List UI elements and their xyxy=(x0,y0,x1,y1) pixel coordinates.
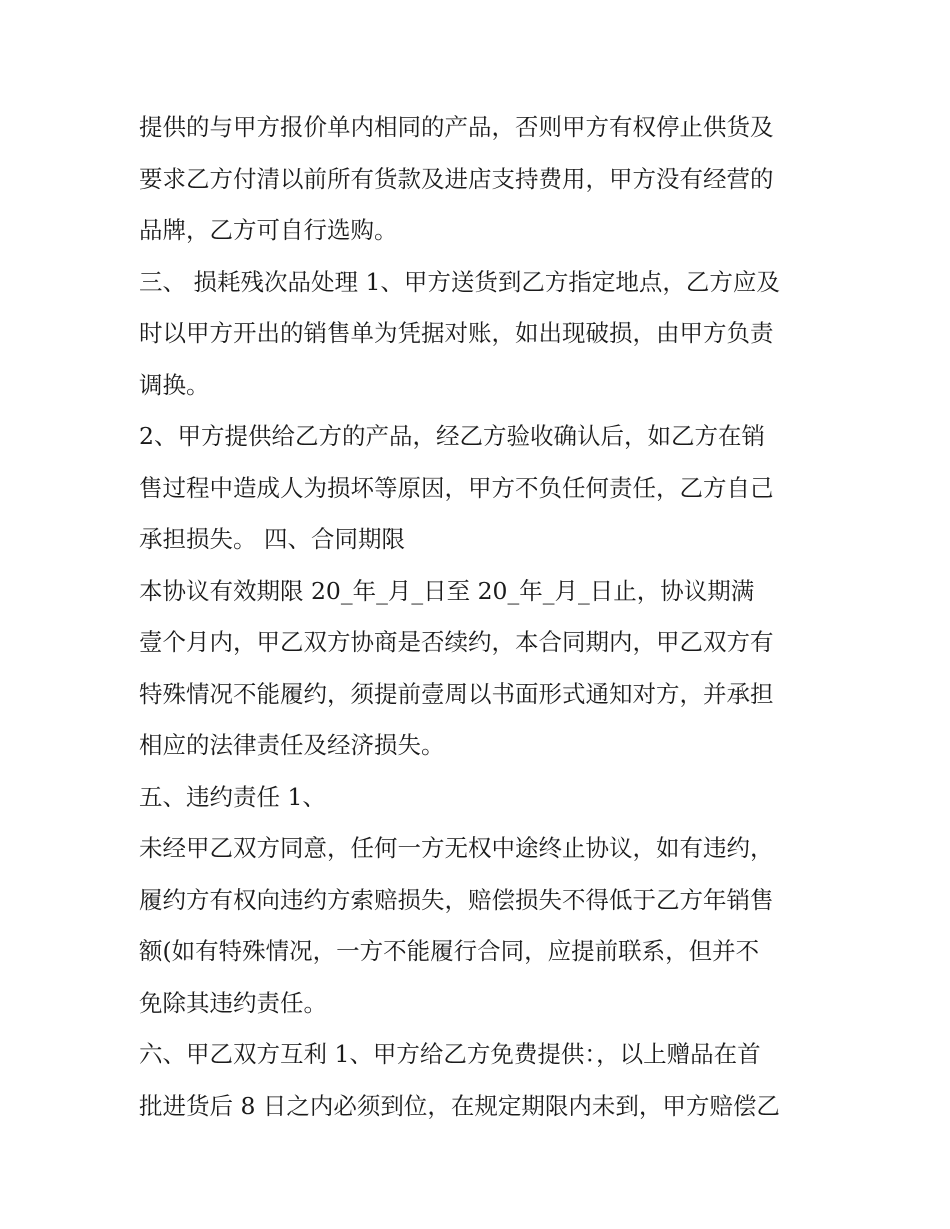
text-line: 品牌，乙方可自行选购。 xyxy=(139,216,398,244)
text-line: 未经甲乙双方同意，任何一方无权中途终止协议，如有违约， xyxy=(139,834,774,862)
text-line: 特殊情况不能履约，须提前壹周以书面形式通知对方，并承担 xyxy=(139,679,774,708)
text-line: 2、甲方提供给乙方的产品，经乙方验收确认后，如乙方在销 xyxy=(139,422,765,450)
text-line: 相应的法律责任及经济损失。 xyxy=(139,731,445,759)
text-line: 要求乙方付清以前所有货款及进店支持费用，甲方没有经营的 xyxy=(139,164,774,193)
text-line: 本协议有效期限 20_年_月_日至 20_年_月_日止，协议期满 xyxy=(139,576,755,605)
text-line: 调换。 xyxy=(139,370,210,399)
document-body xyxy=(139,102,819,1132)
text-line: 免除其违约责任。 xyxy=(139,988,327,1017)
section-heading-line: 六、甲乙双方互利 1、甲方给乙方免费提供：，以上赠品在首 xyxy=(139,1040,761,1068)
text-line: 售过程中造成人为损坏等原因，甲方不负任何责任，乙方自己 xyxy=(139,473,774,502)
text-line: 批进货后 8 日之内必须到位，在规定期限内未到，甲方赔偿乙 xyxy=(139,1091,780,1120)
text-line: 额(如有特殊情况，一方不能履行合同，应提前联系，但并不 xyxy=(139,937,760,965)
text-line: 履约方有权向违约方索赔损失，赔偿损失不得低于乙方年销售 xyxy=(139,885,774,914)
text-line: 壹个月内，甲乙双方协商是否续约，本合同期内，甲乙双方有 xyxy=(139,628,774,656)
section-heading-line: 五、违约责任 1、 xyxy=(139,782,326,811)
section-heading-line: 承担损失。 四、合同期限 xyxy=(139,525,405,553)
section-heading-line: 三、 损耗残次品处理 1、甲方送货到乙方指定地点，乙方应及 xyxy=(139,267,780,296)
text-line: 提供的与甲方报价单内相同的产品，否则甲方有权停止供货及 xyxy=(139,113,774,141)
text-line: 时以甲方开出的销售单为凭据对账，如出现破损，由甲方负责 xyxy=(139,319,774,347)
